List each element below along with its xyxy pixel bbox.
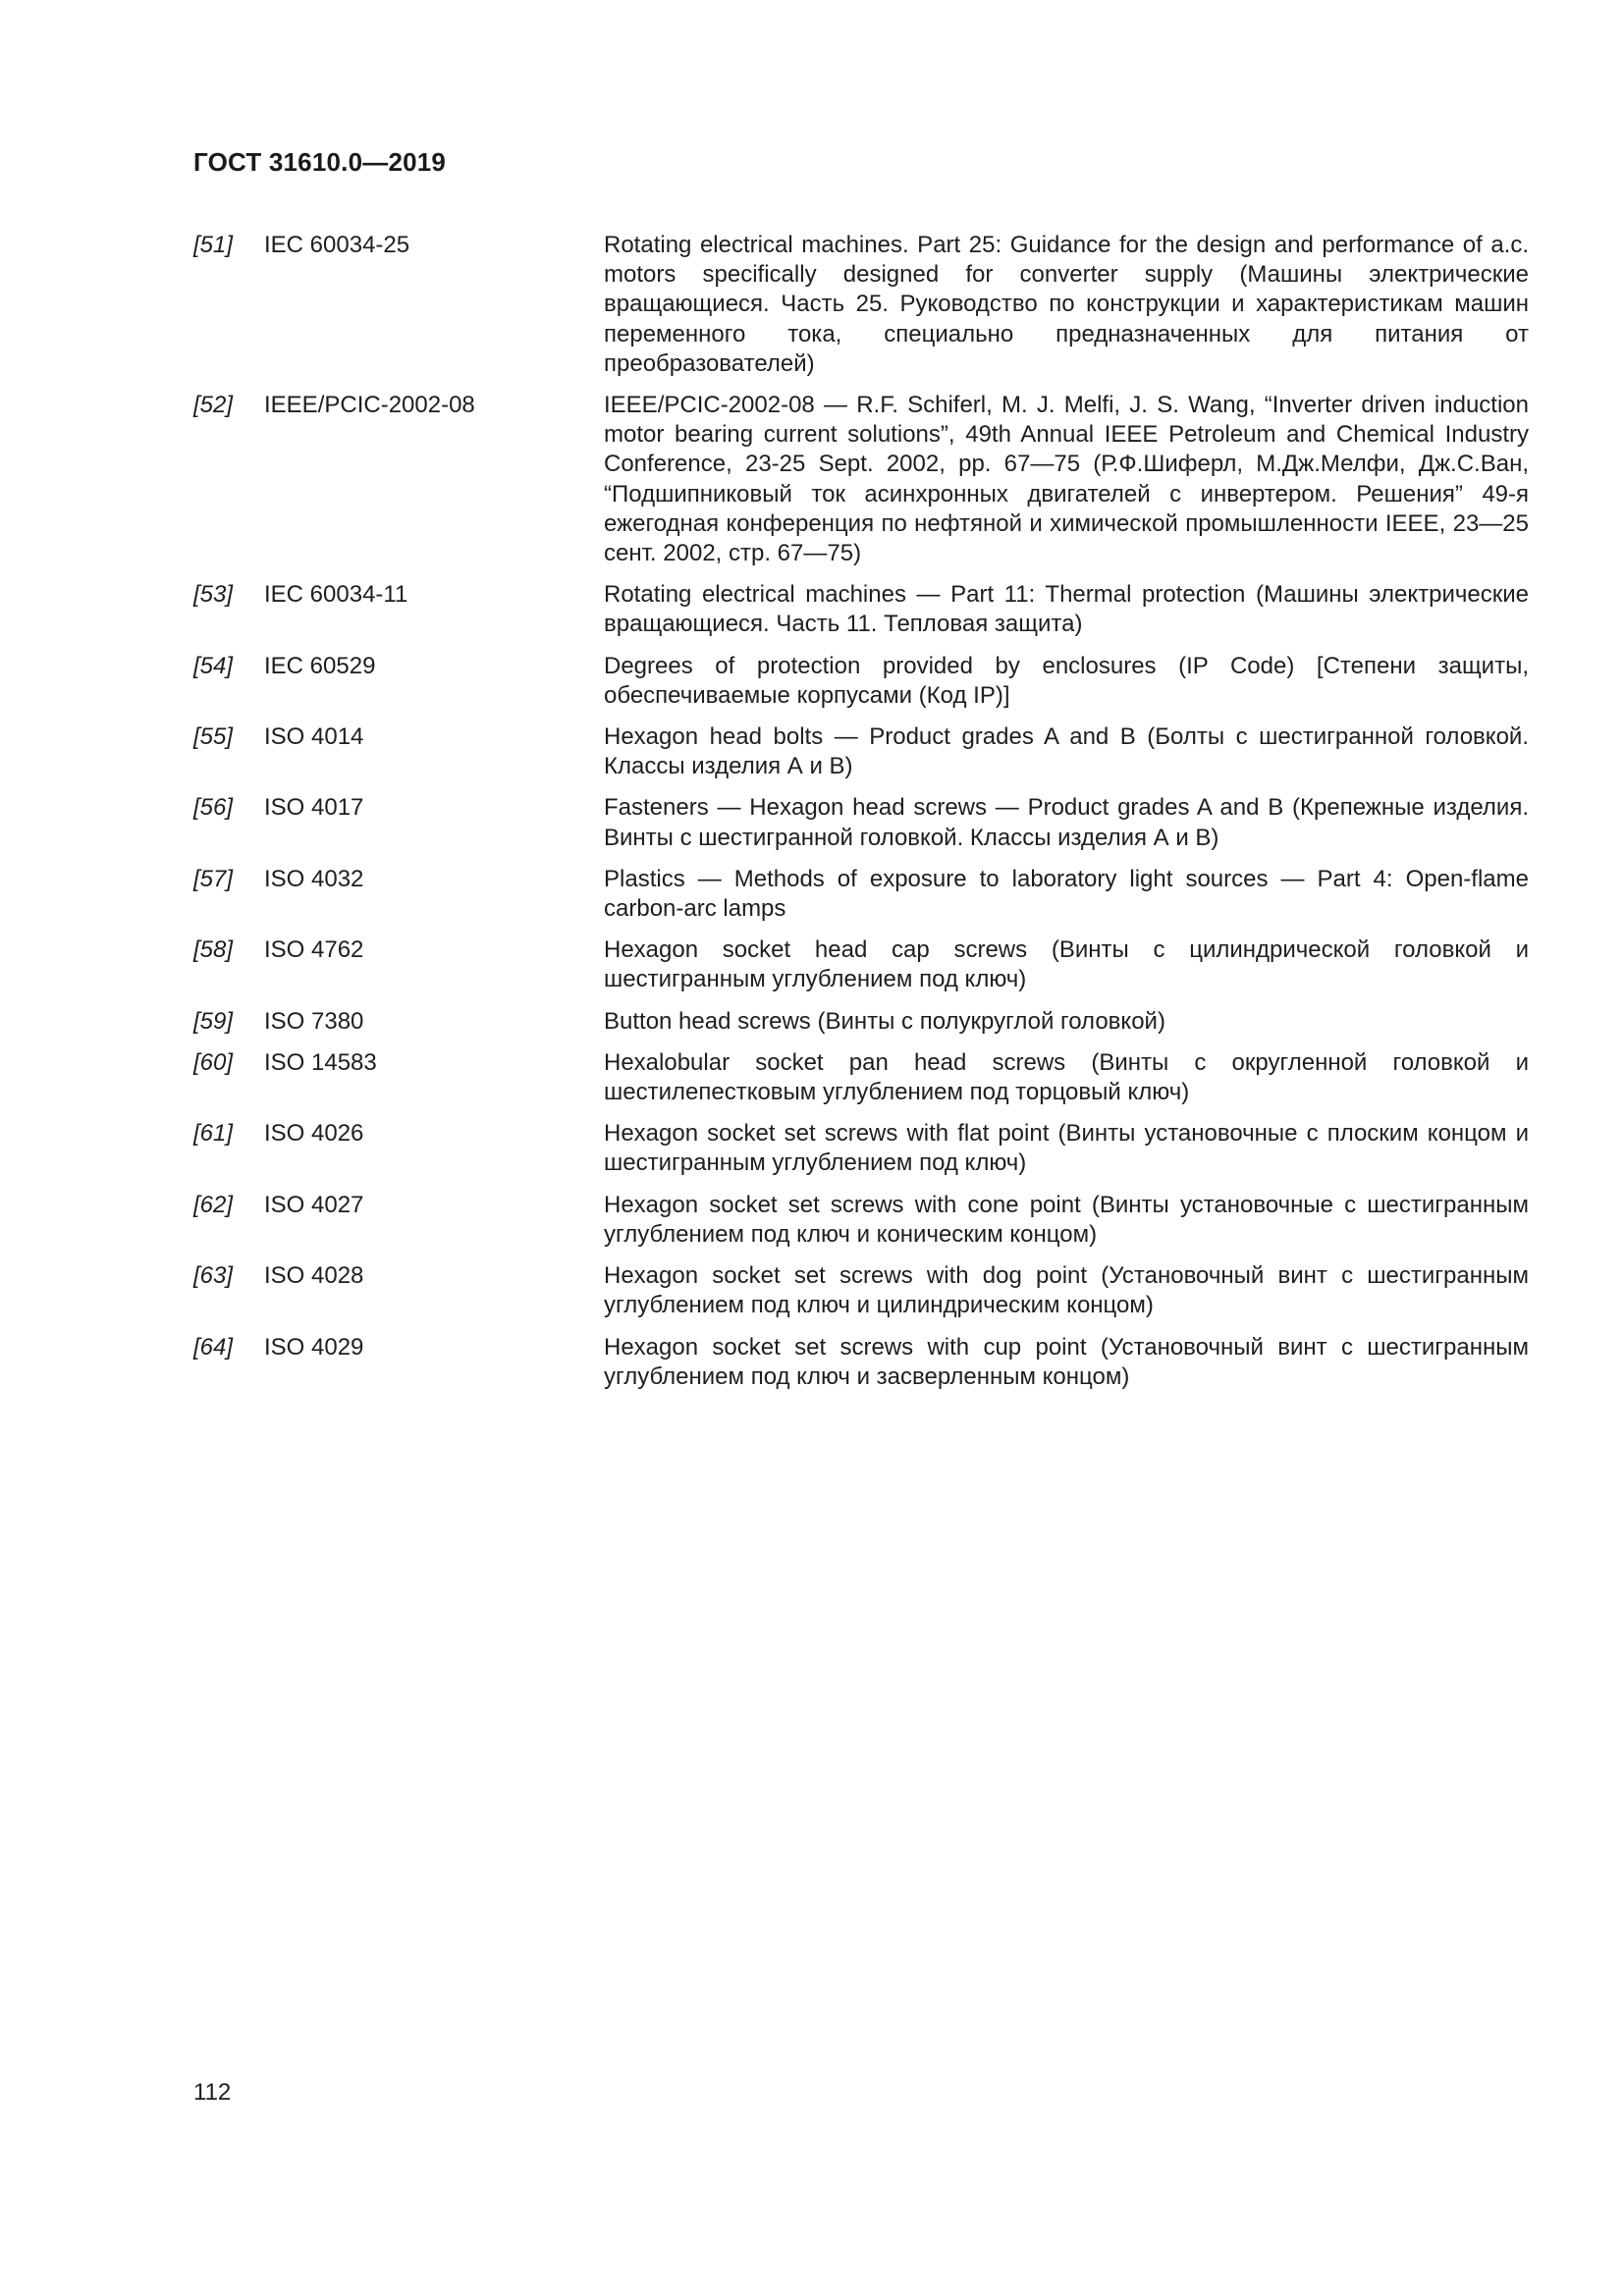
standard-title: Hexagon socket set screws with cup point (Установочный винт с шестигранным углублением под ключ и засверленным концом) — [604, 1333, 1529, 1390]
bibliography-entry — [193, 793, 1529, 852]
bibliography-entry — [193, 652, 1529, 711]
page-title: ГОСТ 31610.0—2019 — [193, 147, 447, 177]
reference-number: [57] — [193, 865, 234, 892]
reference-number: [62] — [193, 1191, 234, 1218]
standard-title: Hexagon socket set screws with flat point (Винты установочные с плоским концом и шестигранным углублением под ключ) — [604, 1120, 1529, 1177]
reference-number: [58] — [193, 936, 234, 964]
standard-title: Rotating electrical machines. Part 25: Guidance for the design and performance of a.c. motors specifically designed for converter supply (Машины электрические вращающиеся. Часть 25. Руководство по конструкции и характеристикам машин переменного тока, специально предназначенных для питания от преобразователей) — [604, 232, 1529, 377]
standard-code: ISO 4014 — [264, 723, 364, 751]
standard-code: ISO 4027 — [264, 1191, 364, 1218]
standard-code: IEC 60529 — [264, 652, 376, 679]
standard-title: Hexagon socket head cap screws (Винты с цилиндрической головкой и шестигранным углублением под ключ) — [604, 936, 1529, 993]
standard-title: Fasteners — Hexagon head screws — Product grades A and B (Крепежные изделия. Винты с шестигранной головкой. Классы изделия А и В) — [604, 794, 1529, 851]
bibliography-entry — [193, 935, 1529, 994]
standard-code: IEC 60034-11 — [264, 581, 408, 609]
reference-number: [64] — [193, 1333, 234, 1361]
bibliography-entry — [193, 1261, 1529, 1320]
standard-title: Hexagon socket set screws with cone point (Винты установочные с шестигранным углублением под ключ и коническим концом) — [604, 1191, 1529, 1248]
standard-title: Degrees of protection provided by enclosures (IP Code) [Степени защиты, обеспечиваемые корпусами (Код IP)] — [604, 652, 1529, 709]
bibliography-entry — [193, 391, 1529, 568]
reference-number: [52] — [193, 392, 234, 419]
standard-code: ISO 4032 — [264, 865, 364, 892]
bibliography-entry — [193, 1191, 1529, 1250]
reference-number: [56] — [193, 794, 234, 822]
bibliography-entry — [193, 1119, 1529, 1178]
standard-title: Plastics — Methods of exposure to laboratory light sources — Part 4: Open-flame carbon-arc lamps — [604, 865, 1529, 923]
standard-code: ISO 4028 — [264, 1262, 364, 1290]
bibliography-list — [193, 231, 1529, 1404]
standard-code: IEEE/PCIC-2002-08 — [264, 392, 475, 419]
bibliography-entry — [193, 1333, 1529, 1392]
bibliography-entry — [193, 1007, 1529, 1037]
reference-number: [53] — [193, 581, 234, 609]
standard-title: Button head screws (Винты с полукруглой головкой) — [604, 1007, 1165, 1035]
reference-number: [59] — [193, 1007, 234, 1035]
standard-code: ISO 4029 — [264, 1333, 364, 1361]
standard-code: ISO 7380 — [264, 1007, 364, 1035]
standard-title: Hexagon head bolts — Product grades A and B (Болты с шестигранной головкой. Классы изделия А и В) — [604, 723, 1529, 780]
reference-number: [55] — [193, 723, 234, 751]
reference-number: [63] — [193, 1262, 234, 1290]
bibliography-entry — [193, 1048, 1529, 1107]
reference-number: [51] — [193, 232, 234, 258]
page-number: 112 — [193, 2079, 232, 2106]
standard-code: IEC 60034-25 — [264, 232, 410, 258]
standard-code: ISO 4762 — [264, 936, 364, 964]
standard-code: ISO 4017 — [264, 794, 364, 822]
standard-title: Hexagon socket set screws with dog point (Установочный винт с шестигранным углублением под ключ и цилиндрическим концом) — [604, 1262, 1529, 1319]
reference-number: [60] — [193, 1048, 234, 1076]
standard-code: ISO 4026 — [264, 1120, 364, 1148]
bibliography-entry — [193, 722, 1529, 781]
standard-title: Rotating electrical machines — Part 11: Thermal protection (Машины электрические вращающиеся. Часть 11. Тепловая защита) — [604, 581, 1529, 638]
standard-title: IEEE/PCIC-2002-08 — R.F. Schiferl, M. J. Melfi, J. S. Wang, “Inverter driven induction motor bearing current solutions”, 49th Annual IEEE Petroleum and Chemical Industry Conference, 23-25 Sept. 2002, pp. 67—75 (Р.Ф.Шиферл, М.Дж.Мелфи, Дж.С.Ван, “Подшипниковый ток асинхронных двигателей с инвертером. Решения” 49-я ежегодная конференция по нефтяной и химической промышленности IEEE, 23—25 сент. 2002, стр. 67—75) — [604, 392, 1529, 567]
reference-number: [54] — [193, 652, 234, 679]
bibliography-entry — [193, 231, 1529, 379]
bibliography-entry — [193, 865, 1529, 924]
bibliography-entry — [193, 580, 1529, 639]
standard-code: ISO 14583 — [264, 1048, 377, 1076]
standard-title: Hexalobular socket pan head screws (Винты с округленной головкой и шестилепестковым углублением под торцовый ключ) — [604, 1048, 1529, 1106]
reference-number: [61] — [193, 1120, 234, 1148]
